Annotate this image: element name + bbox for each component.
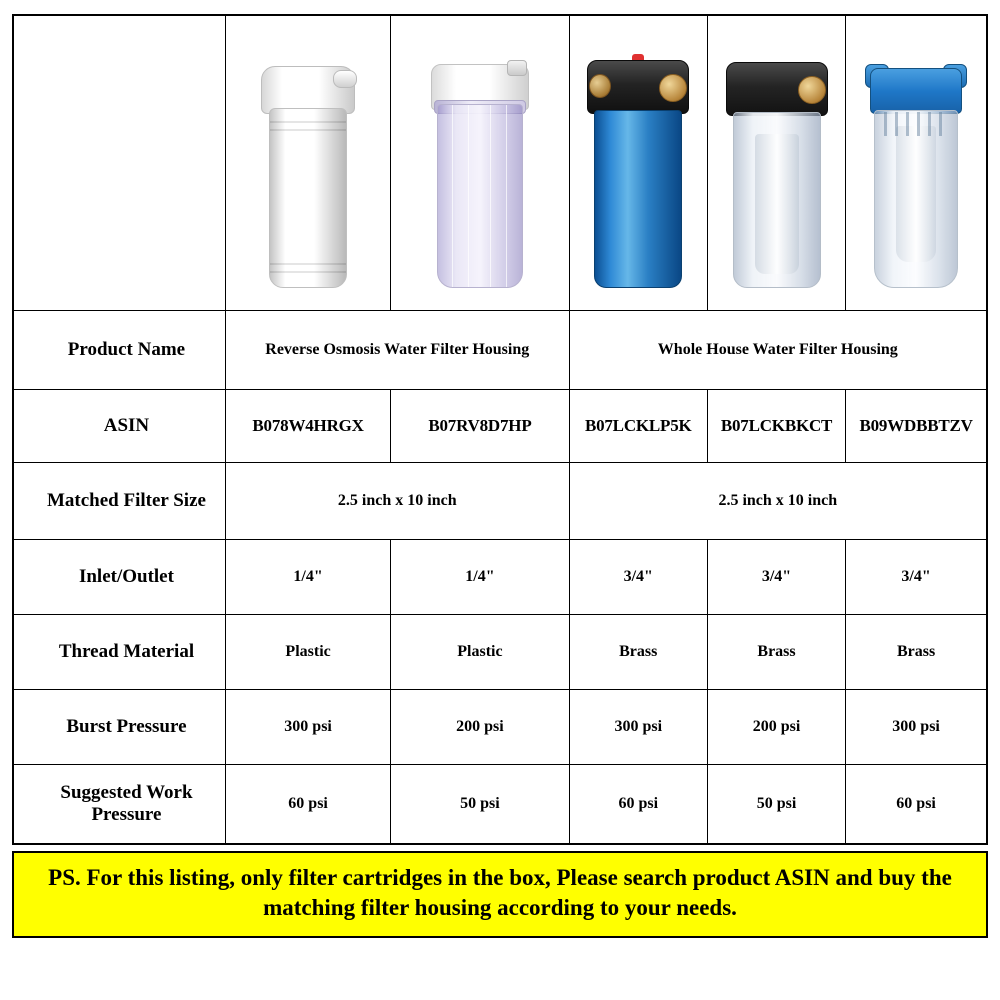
filter-size-ro: 2.5 inch x 10 inch — [225, 463, 569, 540]
row-label-thread-material: Thread Material — [13, 615, 225, 690]
asin-value-3: B07LCKLP5K — [569, 390, 707, 463]
whole-house-blue-cap-clear-housing-image — [861, 38, 971, 288]
burst-pressure-value-1: 300 psi — [225, 690, 390, 765]
asin-value-2: B07RV8D7HP — [391, 390, 569, 463]
image-row-label-cell — [13, 15, 225, 311]
table-row-thread-material — [13, 615, 987, 690]
whole-house-clear-housing-image — [722, 38, 832, 288]
row-label-product-name: Product Name — [13, 311, 225, 390]
whole-house-blue-housing-image — [583, 38, 693, 288]
product-image-cell-2 — [391, 15, 569, 311]
asin-value-1: B078W4HRGX — [225, 390, 390, 463]
work-pressure-value-1: 60 psi — [225, 765, 390, 845]
thread-material-value-5: Brass — [846, 615, 987, 690]
asin-value-5: B09WDBBTZV — [846, 390, 987, 463]
burst-pressure-value-2: 200 psi — [391, 690, 569, 765]
work-pressure-value-5: 60 psi — [846, 765, 987, 845]
row-label-burst-pressure: Burst Pressure — [13, 690, 225, 765]
ro-clear-violet-housing-image — [425, 38, 535, 288]
inlet-outlet-value-5: 3/4" — [846, 540, 987, 615]
product-image-cell-1 — [225, 15, 390, 311]
table-row-product-name — [13, 311, 987, 390]
product-name-ro: Reverse Osmosis Water Filter Housing — [225, 311, 569, 390]
table-row-burst-pressure — [13, 690, 987, 765]
inlet-outlet-value-3: 3/4" — [569, 540, 707, 615]
ps-note: PS. For this listing, only filter cartridges in the box, Please search product ASIN and buy the matching filter housing according to your needs. — [12, 851, 988, 938]
table-row-suggested-work-pressure — [13, 765, 987, 845]
product-name-whole-house: Whole House Water Filter Housing — [569, 311, 987, 390]
product-image-cell-4 — [707, 15, 845, 311]
work-pressure-value-3: 60 psi — [569, 765, 707, 845]
row-label-asin: ASIN — [13, 390, 225, 463]
work-pressure-value-4: 50 psi — [707, 765, 845, 845]
table-row-filter-size — [13, 463, 987, 540]
ro-white-housing-image — [253, 38, 363, 288]
row-label-inlet-outlet: Inlet/Outlet — [13, 540, 225, 615]
thread-material-value-2: Plastic — [391, 615, 569, 690]
thread-material-value-4: Brass — [707, 615, 845, 690]
product-comparison-table — [12, 14, 988, 845]
inlet-outlet-value-2: 1/4" — [391, 540, 569, 615]
inlet-outlet-value-4: 3/4" — [707, 540, 845, 615]
table-row-inlet-outlet — [13, 540, 987, 615]
table-row-asin — [13, 390, 987, 463]
thread-material-value-1: Plastic — [225, 615, 390, 690]
inlet-outlet-value-1: 1/4" — [225, 540, 390, 615]
product-image-cell-3 — [569, 15, 707, 311]
product-image-cell-5 — [846, 15, 987, 311]
burst-pressure-value-5: 300 psi — [846, 690, 987, 765]
filter-size-whole-house: 2.5 inch x 10 inch — [569, 463, 987, 540]
row-label-suggested-work-pressure: Suggested Work Pressure — [13, 765, 225, 845]
burst-pressure-value-3: 300 psi — [569, 690, 707, 765]
product-image-row — [13, 15, 987, 311]
thread-material-value-3: Brass — [569, 615, 707, 690]
work-pressure-value-2: 50 psi — [391, 765, 569, 845]
burst-pressure-value-4: 200 psi — [707, 690, 845, 765]
asin-value-4: B07LCKBKCT — [707, 390, 845, 463]
row-label-filter-size: Matched Filter Size — [13, 463, 225, 540]
